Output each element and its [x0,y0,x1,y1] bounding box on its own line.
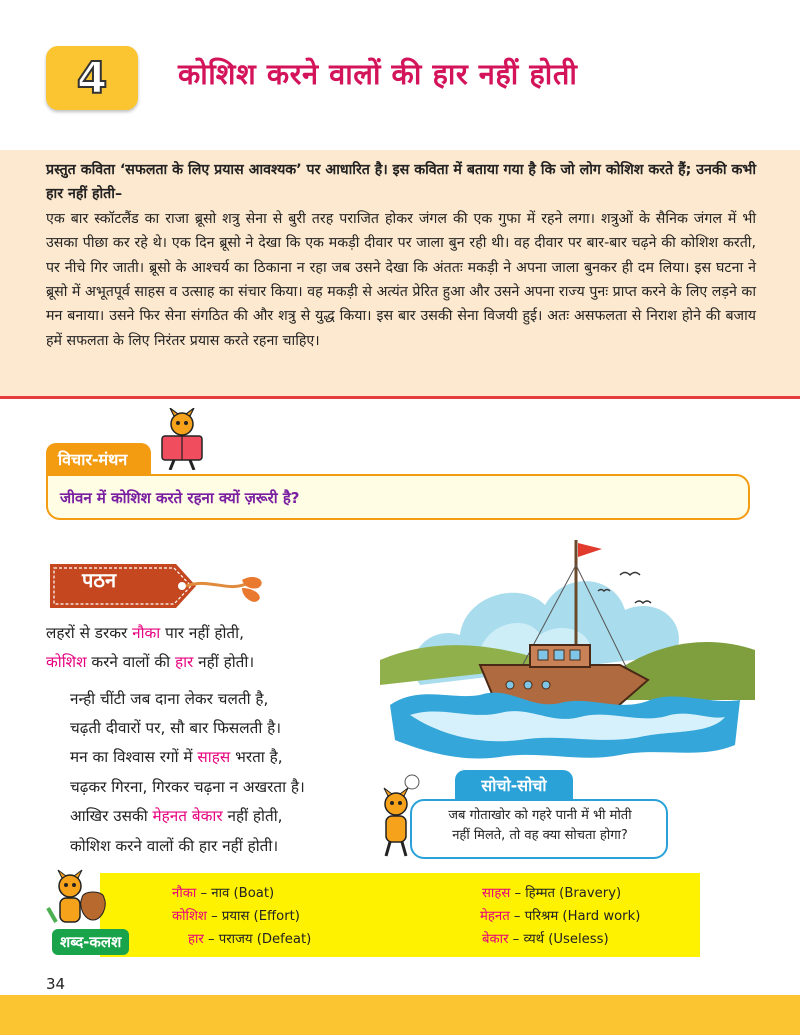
socho-socho-question [420,806,660,846]
chapter-badge [46,46,138,110]
socho-line: जब गोताखोर को गहरे पानी में भी मोती [448,808,632,823]
glossary-word: साहस [482,886,511,901]
glossary-entry [188,929,311,947]
poem-text: भरता है, [230,748,283,766]
poem-text: नन्ही चींटी जब दाना लेकर चलती है, [70,690,269,708]
highlight-word: हार [174,653,194,671]
poem-line [70,777,305,797]
glossary-word: नौका [172,886,197,901]
highlight-word: कोशिश [46,653,87,671]
glossary-meaning: – प्रयास (Effort) [206,909,300,924]
highlight-word: मेहनत [152,807,188,825]
intro-text [46,158,756,353]
poem-line [70,747,283,767]
glossary-word: कोशिश [172,909,207,924]
pot-mascot-icon [40,868,110,930]
intro-lead: प्रस्तुत कविता ‘सफलता के लिए प्रयास आवश्यक’ पर आधारित है। इस कविता में बताया गया है कि जो लोग कोशिश करते हैं; उनकी कभी हार नहीं होती– [46,162,756,203]
glossary-entry [482,929,609,947]
glossary-meaning: – परिश्रम (Hard work) [509,909,641,924]
poem-line [46,652,254,672]
vichar-manthan-question: जीवन में कोशिश करते रहना क्यों ज़रूरी है? [60,489,300,507]
poem-text: नहीं होती। [193,653,255,671]
highlight-word: नौका [132,624,161,642]
page-number: 34 [46,975,66,993]
pathan-label: पठन [82,568,117,592]
glossary-meaning: – पराजय (Defeat) [203,932,312,947]
poem-line [46,623,244,643]
highlight-word: साहस [197,748,231,766]
glossary-entry [172,883,274,901]
glossary-meaning: – नाव (Boat) [196,886,275,901]
glossary-word: मेहनत [480,909,510,924]
glossary-meaning: – हिम्मत (Bravery) [510,886,622,901]
poem-text: मन का विश्वास रगों में [70,748,198,766]
glossary-word: हार [188,932,204,947]
poem-text: करने वालों की [86,653,175,671]
poem-text: आखिर उसकी [70,807,153,825]
poem-text: नहीं होती, [222,807,283,825]
chapter-title: कोशिश करने वालों की हार नहीं होती [178,57,578,91]
glossary-word: बेकार [482,932,509,947]
glossary-entry [482,883,621,901]
highlight-word: बेकार [191,807,223,825]
pathan-tag-icon [46,558,276,614]
poem-text: चढ़ती दीवारों पर, सौ बार फिसलती है। [70,719,282,737]
reading-mascot-icon [152,408,212,470]
glossary-meaning: – व्यर्थ (Useless) [508,932,609,947]
chapter-number: 4 [76,52,108,104]
footer-band [0,995,800,1035]
intro-body: एक बार स्कॉटलैंड का राजा ब्रूसो शत्रु सेना से बुरी तरह पराजित होकर जंगल की एक गुफा में रहने लगा। शत्रुओं के सैनिक जंगल में भी उसका पीछा कर रहे थे। एक दिन ब्रूसो ने देखा कि एक मकड़ी दीवार पर जाला बुन रही थी। वह दीवार पर बार-बार चढ़ने की कोशिश करती, पर नीचे गिर जाती। ब्रूसो के आश्चर्य का ठिकाना न रहा जब उसने देखा कि अंततः मकड़ी ने अपना जाला बुनकर ही दम लिया। इस घटना ने ब्रूसो में अभूतपूर्व साहस व उत्साह का संचार किया। वह मकड़ी से अत्यंत प्रेरित हुआ और उसने अपना राज्य पुनः प्राप्त करने के लिए लड़ने का मन बनाया। उसने फिर सेना संगठित की और शत्रु से युद्ध किया। इस बार उसकी सेना विजयी हुई। अतः असफलता से निराश होने की बजाय हमें सफलता के लिए निरंतर प्रयास करते रहना चाहिए। [46,210,756,349]
glossary-entry [480,906,640,924]
poem-text: लहरों से डरकर [46,624,133,642]
shabd-kalash-label: शब्द-कलश [52,929,129,955]
poem-line [70,689,268,709]
poem-text: पार नहीं होती, [160,624,244,642]
poem-text: चढ़कर गिरना, गिरकर चढ़ना न अखरता है। [70,778,305,796]
poem-line [70,836,278,856]
poem-line [70,806,283,826]
glossary-entry [172,906,300,924]
poem-text: कोशिश करने वालों की हार नहीं होती। [70,837,279,855]
socho-socho-label: सोचो-सोचो [455,770,573,800]
boat-illustration [380,535,760,765]
vichar-manthan-label: विचार-मंथन [46,443,151,475]
poem-line [70,718,281,738]
socho-line: नहीं मिलते, तो वह क्या सोचता होगा? [452,828,628,843]
